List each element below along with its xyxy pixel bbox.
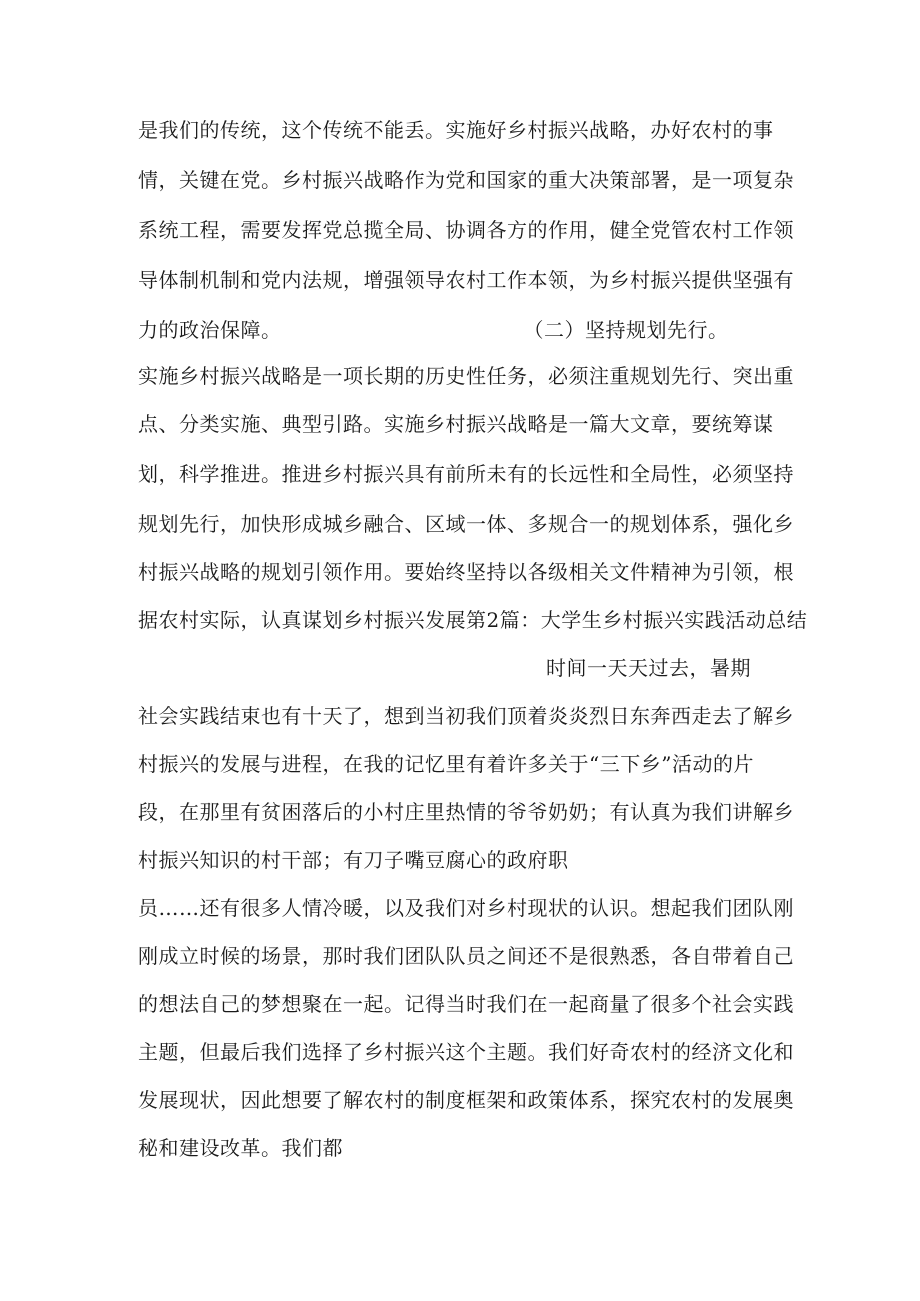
text-line-1: 是我们的传统，这个传统不能丢。实施好乡村振兴战略，办好农村的事	[138, 118, 774, 142]
text-line-13: 社会实践结束也有十天了，想到当初我们顶着炎炎烈日东奔西走去了解乡	[138, 704, 794, 728]
text-line-17: 员……还有很多人情冷暖，以及我们对乡村现状的认识。想起我们团队刚	[138, 896, 794, 920]
text-line-5-end: 力的政治保障。	[138, 318, 282, 342]
text-line-14: 村振兴的发展与进程，在我的记忆里有着许多关于“三下乡”活动的片	[138, 752, 754, 776]
text-line-20: 主题，但最后我们选择了乡村振兴这个主题。我们好奇农村的经济文化和	[138, 1040, 794, 1064]
text-line-2: 情，关键在党。乡村振兴战略作为党和国家的重大决策部署，是一项复杂	[138, 168, 794, 192]
text-line-15: 段，在那里有贫困落后的小村庄里热情的爷爷奶奶；有认真为我们讲解乡	[138, 800, 794, 824]
text-line-5	[138, 316, 729, 344]
text-line-11: 据农村实际，认真谋划乡村振兴发展第2篇：大学生乡村振兴实践活动总结	[138, 608, 808, 632]
section-heading: （二）坚持规划先行。	[523, 318, 729, 342]
text-line-21: 发展现状，因此想要了解农村的制度框架和政策体系，探究农村的发展奥	[138, 1088, 794, 1112]
text-line-4: 导体制机制和党内法规，增强领导农村工作本领，为乡村振兴提供坚强有	[138, 268, 794, 292]
text-line-22: 秘和建设改革。我们都	[138, 1136, 343, 1160]
text-line-3: 系统工程，需要发挥党总揽全局、协调各方的作用，健全党管农村工作领	[138, 218, 794, 242]
text-line-7: 点、分类实施、典型引路。实施乡村振兴战略是一篇大文章，要统筹谋	[138, 412, 774, 436]
text-line-12: 时间一天天过去，暑期	[546, 656, 751, 680]
text-line-18: 刚成立时候的场景，那时我们团队队员之间还不是很熟悉，各自带着自己	[138, 944, 794, 968]
text-line-10: 村振兴战略的规划引领作用。要始终坚持以各级相关文件精神为引领，根	[138, 560, 794, 584]
text-line-16: 村振兴知识的村干部；有刀子嘴豆腐心的政府职	[138, 848, 569, 872]
text-line-6: 实施乡村振兴战略是一项长期的历史性任务，必须注重规划先行、突出重	[138, 364, 794, 388]
text-line-8: 划，科学推进。推进乡村振兴具有前所未有的长远性和全局性，必须坚持	[138, 462, 794, 486]
text-line-9: 规划先行，加快形成城乡融合、区域一体、多规合一的规划体系，强化乡	[138, 512, 794, 536]
text-line-19: 的想法自己的梦想聚在一起。记得当时我们在一起商量了很多个社会实践	[138, 992, 794, 1016]
